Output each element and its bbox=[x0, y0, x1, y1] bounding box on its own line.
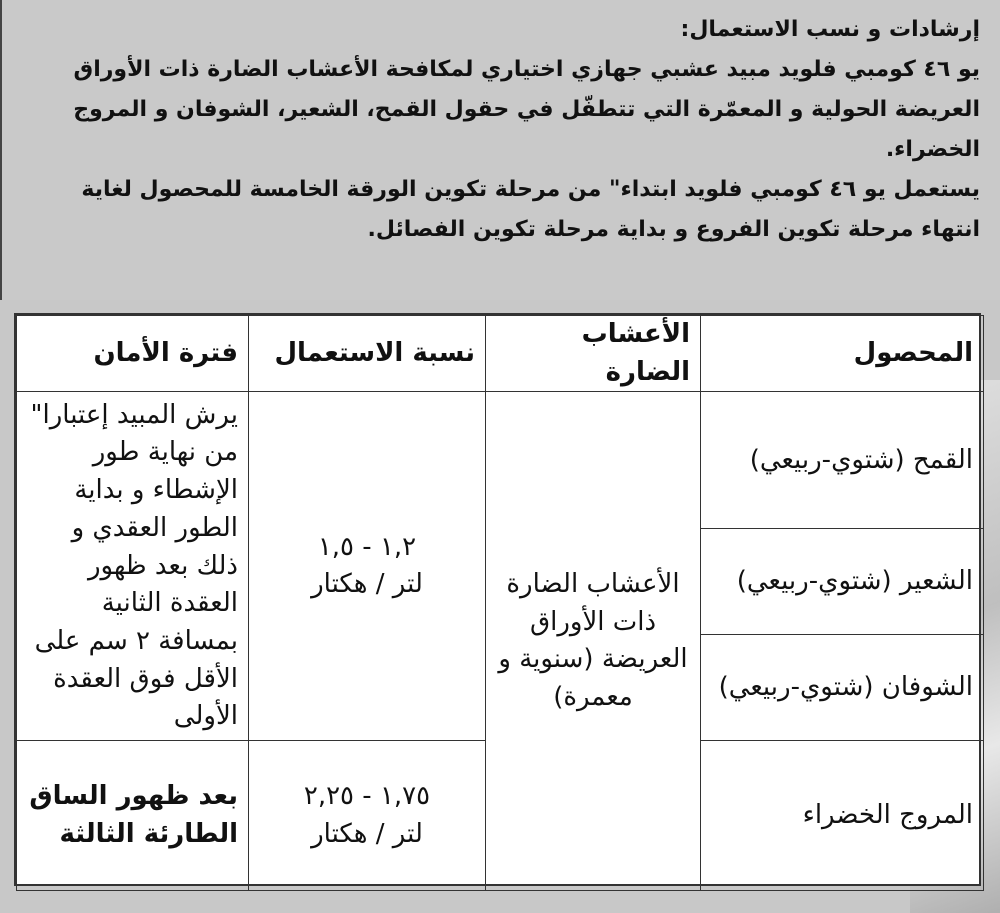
rate-unit: لتر / هكتار bbox=[311, 818, 423, 849]
instructions-text bbox=[20, 10, 980, 250]
header-crop: المحصول bbox=[701, 316, 984, 392]
table-row bbox=[17, 392, 984, 529]
rate-range: ١,٧٥ - ٢,٢٥ bbox=[303, 781, 431, 812]
crop-cell: المروج الخضراء bbox=[701, 741, 984, 891]
header-weeds: الأعشاب الضارة bbox=[486, 316, 701, 392]
safety-cell: يرش المبيد إعتبارا" من نهاية طور الإشطاء و بداية الطور العقدي و ذلك بعد ظهور العقدة الثانية بمسافة ٢ سم على الأقل فوق العقدة الأولى bbox=[17, 392, 249, 741]
weeds-cell: الأعشاب الضارة ذات الأوراق العريضة (سنوية و معمرة) bbox=[486, 392, 701, 891]
instructions-section bbox=[0, 0, 1000, 300]
rate-unit: لتر / هكتار bbox=[311, 569, 423, 600]
instructions-heading: إرشادات و نسب الاستعمال: bbox=[680, 17, 980, 42]
crop-cell: الشوفان (شتوي-ربيعي) bbox=[701, 635, 984, 741]
safety-cell: بعد ظهور الساق الطارئة الثالثة bbox=[17, 741, 249, 891]
crop-cell: القمح (شتوي-ربيعي) bbox=[701, 392, 984, 529]
rate-cell bbox=[249, 741, 486, 891]
table-header-row bbox=[17, 316, 984, 392]
rate-range: ١,٢ - ١,٥ bbox=[317, 531, 417, 562]
header-rate: نسبة الاستعمال bbox=[249, 316, 486, 392]
crop-cell: الشعير (شتوي-ربيعي) bbox=[701, 529, 984, 635]
dosage-table-container bbox=[14, 313, 981, 886]
header-safety: فترة الأمان bbox=[17, 316, 249, 392]
instructions-paragraph-1: يو ٤٦ كومبي فلويد مبيد عشبي جهازي اختياري لمكافحة الأعشاب الضارة ذات الأوراق العريضة الحولية و المعمّرة التي تتطفّل في حقول القمح، الشعير، الشوفان و المروج الخضراء. bbox=[73, 57, 980, 162]
instructions-paragraph-2: يستعمل يو ٤٦ كومبي فلويد ابتداء" من مرحلة تكوين الورقة الخامسة للمحصول لغاية انتهاء مرحلة تكوين الفروع و بداية مرحلة تكوين الفصائل. bbox=[81, 177, 980, 242]
dosage-table bbox=[16, 315, 984, 891]
rate-cell bbox=[249, 392, 486, 741]
